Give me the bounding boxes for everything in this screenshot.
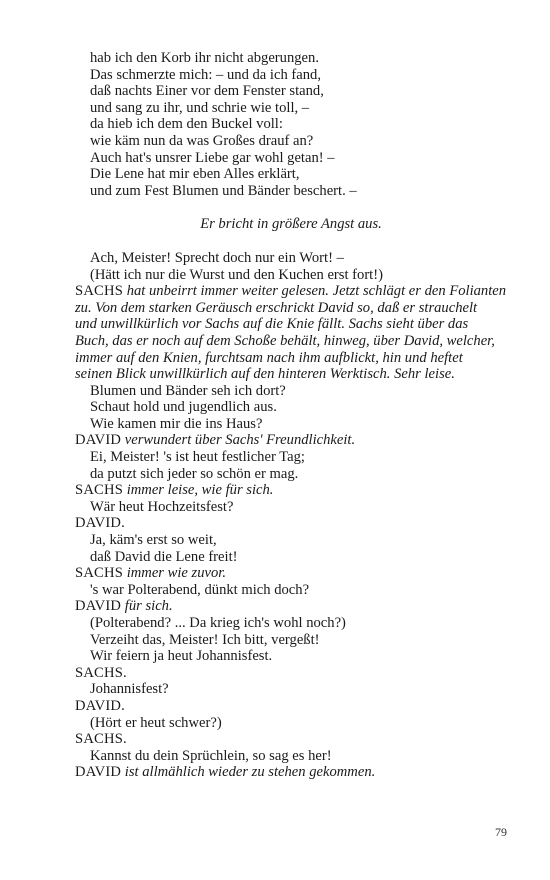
spacer	[75, 199, 507, 216]
speaker-name: DAVID	[75, 764, 122, 781]
direction-line: Buch, das er noch auf dem Schoße behält, hinweg, über David, welcher,	[75, 332, 495, 349]
speaker-line	[75, 515, 507, 532]
direction-line: zu. Von dem starken Geräusch erschrickt David so, daß er strauchelt	[75, 299, 478, 316]
speaker-name: DAVID	[75, 598, 122, 615]
speaker-line	[75, 731, 507, 748]
stage-direction-sachs	[75, 283, 507, 383]
page-number: 79	[495, 825, 507, 839]
verse-line: Wie kamen mir die ins Haus?	[90, 415, 263, 432]
verse-line: und sang zu ihr, und schrie wie toll, –	[90, 99, 310, 116]
verse-line: hab ich den Korb ihr nicht abgerungen.	[90, 50, 319, 66]
verse-group-mid	[75, 250, 507, 283]
verse-line: Ja, käm's erst so weit,	[90, 532, 217, 549]
verse-line: da hieb ich dem den Buckel voll:	[90, 116, 283, 133]
speaker-name: SACHS.	[75, 664, 127, 681]
verse-line: Das schmerzte mich: – und da ich fand,	[90, 66, 321, 83]
direction-text: verwundert über Sachs' Freundlichkeit.	[121, 432, 356, 449]
direction-text: immer wie zuvor.	[123, 565, 227, 582]
verse-line: Wir feiern ja heut Johannisfest.	[90, 648, 273, 665]
verse-line: Auch hat's unsrer Liebe gar wohl getan! –	[90, 149, 335, 166]
verse-line: (Hört er heut schwer?)	[90, 714, 222, 731]
spacer	[75, 233, 507, 250]
direction-line: immer auf den Knien, furchtsam nach ihm aufblickt, hin und heftet	[75, 349, 463, 366]
speaker-name: DAVID.	[75, 515, 125, 532]
page-text	[75, 50, 507, 781]
verse-line: 's war Polterabend, dünkt mich doch?	[90, 581, 310, 598]
speaker-line	[75, 598, 507, 615]
speaker-line	[75, 698, 507, 715]
verse-line: daß David die Lene freit!	[90, 548, 238, 565]
direction-text: immer leise, wie für sich.	[123, 482, 274, 499]
speaker-name: DAVID	[75, 432, 122, 449]
verse-line: (Hätt ich nur die Wurst und den Kuchen erst fort!)	[90, 266, 383, 283]
speaker-name: SACHS	[75, 482, 124, 499]
speaker-line	[75, 665, 507, 682]
verse-line: Johannisfest?	[90, 681, 169, 698]
speaker-line	[75, 482, 507, 499]
verse-line: wie käm nun da was Großes drauf an?	[90, 132, 314, 149]
verse-line: Ei, Meister! 's ist heut festlicher Tag;	[90, 449, 305, 466]
speaker-name: SACHS	[75, 565, 124, 582]
speaker-name: SACHS	[75, 283, 124, 300]
verse-line: daß nachts Einer vor dem Fenster stand,	[90, 83, 324, 100]
speaker-line	[75, 565, 507, 582]
verse-line: Blumen und Bänder seh ich dort?	[90, 382, 286, 399]
direction-line: und unwillkürlich vor Sachs auf die Knie fällt. Sachs sieht über das	[75, 316, 469, 333]
verse-group-top	[75, 50, 507, 199]
verse-line: da putzt sich jeder so schön er mag.	[90, 465, 299, 482]
verse-line: Wär heut Hochzeitsfest?	[90, 498, 234, 515]
speaker-name: DAVID.	[75, 697, 125, 714]
verse-line: und zum Fest Blumen und Bänder beschert. –	[90, 182, 357, 199]
speaker-name: SACHS.	[75, 731, 127, 748]
speaker-line	[75, 764, 507, 781]
verse-line: Schaut hold und jugendlich aus.	[90, 399, 277, 416]
direction-line: seinen Blick unwillkürlich auf den hinteren Werktisch. Sehr leise.	[75, 366, 455, 383]
speaker-line	[75, 432, 507, 449]
verse-line: Ach, Meister! Sprecht doch nur ein Wort! –	[90, 249, 344, 266]
verse-line: (Polterabend? ... Da krieg ich's wohl noch?)	[90, 615, 346, 631]
verse-line: Verzeiht das, Meister! Ich bitt, vergeßt!	[90, 631, 320, 648]
direction-text: für sich.	[121, 598, 173, 615]
verse-line: Die Lene hat mir eben Alles erklärt,	[90, 166, 300, 183]
stage-direction-center: Er bricht in größere Angst aus.	[200, 216, 382, 233]
direction-text: hat unbeirrt immer weiter gelesen. Jetzt schlägt er den Folianten	[123, 283, 507, 300]
verse-line: Kannst du dein Sprüchlein, so sag es her!	[90, 747, 332, 764]
direction-text: ist allmählich wieder zu stehen gekommen.	[121, 764, 376, 781]
